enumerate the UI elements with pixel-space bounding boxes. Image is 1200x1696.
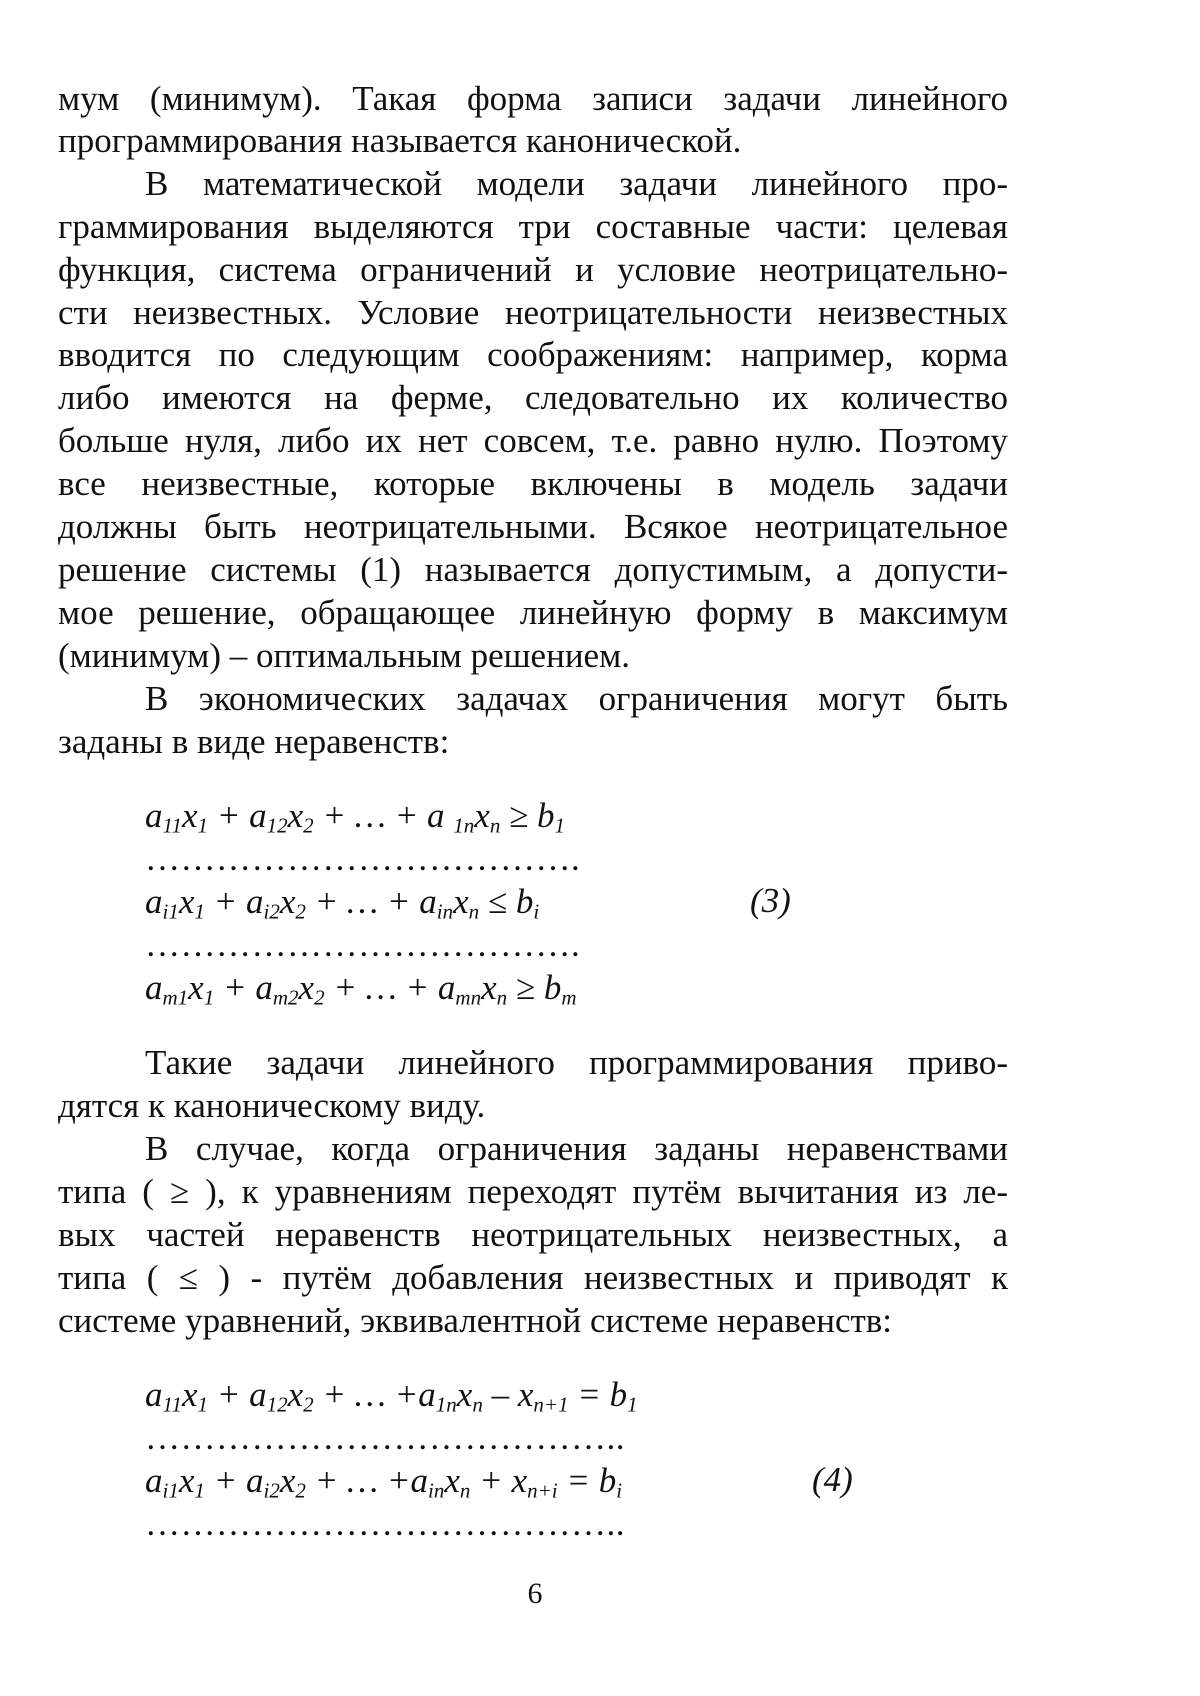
- inequality-row-1: $a_{11}x_1 + a_{12}x_2$ + … + a $_{1n}x_n \ge b_1$: [145, 796, 566, 838]
- text-line: (минимум) – оптимальным решением.: [58, 636, 630, 675]
- text-line: вых частей неравенств неотрицательных неизвестных, а: [58, 1215, 1008, 1254]
- text-line: программирования называется канонической.: [58, 121, 742, 160]
- ellipsis-row: ……………………………….: [145, 839, 581, 878]
- text-line: В экономических задачах ограничения могут быть: [145, 679, 1008, 718]
- text-line: все неизвестные, которые включены в модель задачи: [58, 464, 1008, 503]
- ellipsis-row: …………………………………..: [145, 1504, 625, 1543]
- inequality-row-i: $a_{i1}x_1 + a_{i2}x_2$ + … + $a_{in}x_n \le b_i$: [145, 882, 540, 924]
- text-line: должны быть неотрицательными. Всякое неотрицательное: [58, 507, 1008, 546]
- text-line: дятся к каноническому виду.: [58, 1086, 486, 1125]
- page-number: 6: [527, 1577, 543, 1610]
- equation-row-i: $a_{i1}x_1 + a_{i2}x_2$ + … $+a_{in}x_n + x_{n+i} = b_i$: [145, 1461, 623, 1503]
- text-line: вводится по следующим соображениям: например, корма: [58, 335, 1008, 374]
- text-line: мум (минимум). Такая форма записи задачи линейного: [58, 79, 1008, 118]
- text-line: типа ( ≤ ) - путём добавления неизвестных и приводят к: [58, 1258, 1008, 1297]
- text-line: решение системы (1) называется допустимым, а допусти-: [58, 550, 1008, 589]
- text-line: В случае, когда ограничения заданы неравенствами: [145, 1129, 1008, 1168]
- text-line: системе уравнений, эквивалентной системе неравенств:: [58, 1301, 893, 1340]
- text-line: В математической модели задачи линейного про-: [145, 164, 1008, 203]
- equation-number: (4): [812, 1460, 853, 1499]
- text-line: заданы в виде неравенств:: [58, 722, 450, 761]
- ellipsis-row: …………………………………..: [145, 1418, 625, 1457]
- text-line: больше нуля, либо их нет совсем, т.е. равно нулю. Поэтому: [58, 421, 1008, 460]
- text-line: мое решение, обращающее линейную форму в максимум: [58, 593, 1008, 632]
- equation-number: (3): [750, 881, 791, 920]
- text-line: Такие задачи линейного программирования приво-: [145, 1043, 1008, 1082]
- equation-row-1: $a_{11}x_1 + a_{12}x_2$ + … $+a_{1n}x_n - x_{n+1} = b_1$: [145, 1375, 638, 1417]
- text-line: граммирования выделяются три составные части: целевая: [58, 207, 1008, 246]
- text-line: функция, система ограничений и условие неотрицательно-: [58, 250, 1008, 289]
- text-line: сти неизвестных. Условие неотрицательности неизвестных: [58, 293, 1008, 332]
- text-line: либо имеются на ферме, следовательно их количество: [58, 378, 1008, 417]
- inequality-row-m: $a_{m1}x_1 + a_{m2}x_2$ + … + $a_{mn}x_n \ge b_m$: [145, 968, 577, 1010]
- ellipsis-row: ……………………………….: [145, 925, 581, 964]
- text-line: типа ( ≥ ), к уравнениям переходят путём вычитания из ле-: [58, 1172, 1008, 1211]
